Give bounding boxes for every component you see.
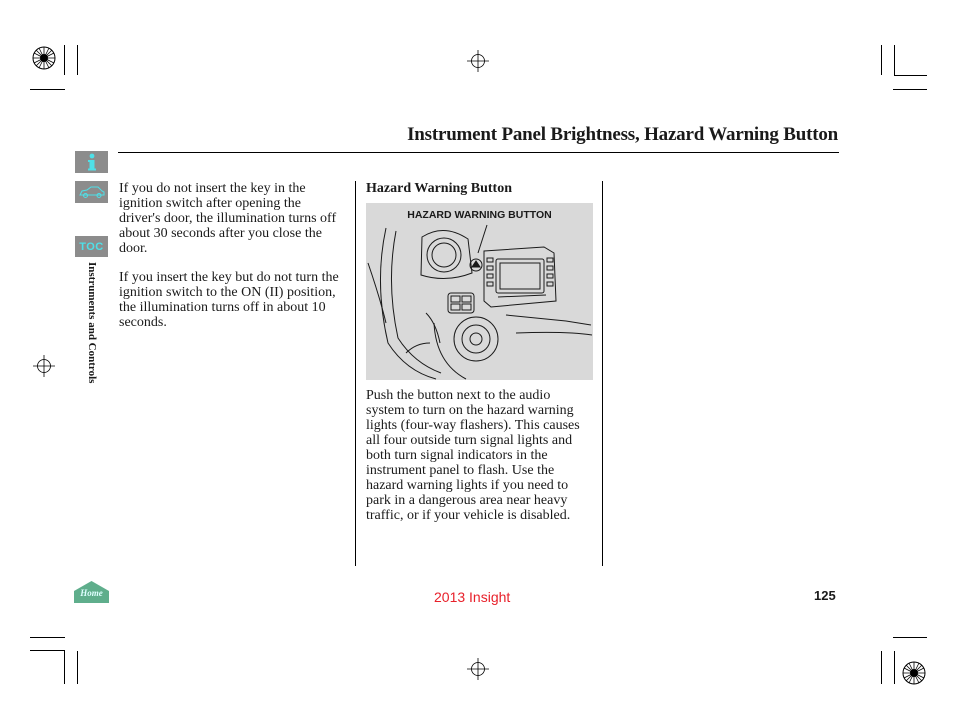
home-label: Home bbox=[80, 588, 103, 598]
vehicle-index-button[interactable] bbox=[75, 181, 108, 203]
toc-label: TOC bbox=[79, 240, 104, 253]
info-icon bbox=[86, 153, 98, 171]
column-divider bbox=[602, 181, 603, 566]
section-tab bbox=[84, 262, 98, 402]
car-icon bbox=[78, 185, 106, 199]
page-title: Instrument Panel Brightness, Hazard Warning Button bbox=[407, 124, 838, 145]
starburst-mark-icon bbox=[31, 45, 57, 71]
model-footer: 2013 Insight bbox=[434, 589, 511, 605]
section-tab-label: Instruments and Controls bbox=[86, 262, 98, 384]
registration-mark-icon bbox=[33, 355, 55, 377]
left-paragraph-1: If you do not insert the key in the ignition switch after opening the driver's door, the illumination turns off about 30 seconds after you close the door. bbox=[119, 181, 337, 256]
dashboard-illustration-icon bbox=[366, 203, 593, 380]
toc-button[interactable] bbox=[75, 236, 108, 257]
home-button[interactable] bbox=[74, 580, 109, 604]
registration-mark-icon bbox=[467, 50, 489, 72]
title-rule bbox=[118, 152, 839, 153]
starburst-mark-icon bbox=[901, 660, 927, 686]
dashboard-figure bbox=[366, 203, 593, 380]
figure-caption: HAZARD WARNING BUTTON bbox=[407, 209, 552, 221]
hazard-description: Push the button next to the audio system to turn on the hazard warning lights (four-way flashers). This causes all four outside turn signal lights and both turn signal indicators in the instrument panel to flash. Use the hazard warning lights if you need to park in a dangerous area near heavy traffic, or if your vehicle is disabled. bbox=[366, 388, 580, 523]
page-number: 125 bbox=[814, 588, 836, 603]
registration-mark-icon bbox=[467, 658, 489, 680]
left-paragraph-2: If you insert the key but do not turn the ignition switch to the ON (II) position, the illumination turns off in about 10 seconds. bbox=[119, 270, 339, 330]
column-divider bbox=[355, 181, 356, 566]
section-heading: Hazard Warning Button bbox=[366, 181, 512, 196]
info-button[interactable] bbox=[75, 151, 108, 173]
